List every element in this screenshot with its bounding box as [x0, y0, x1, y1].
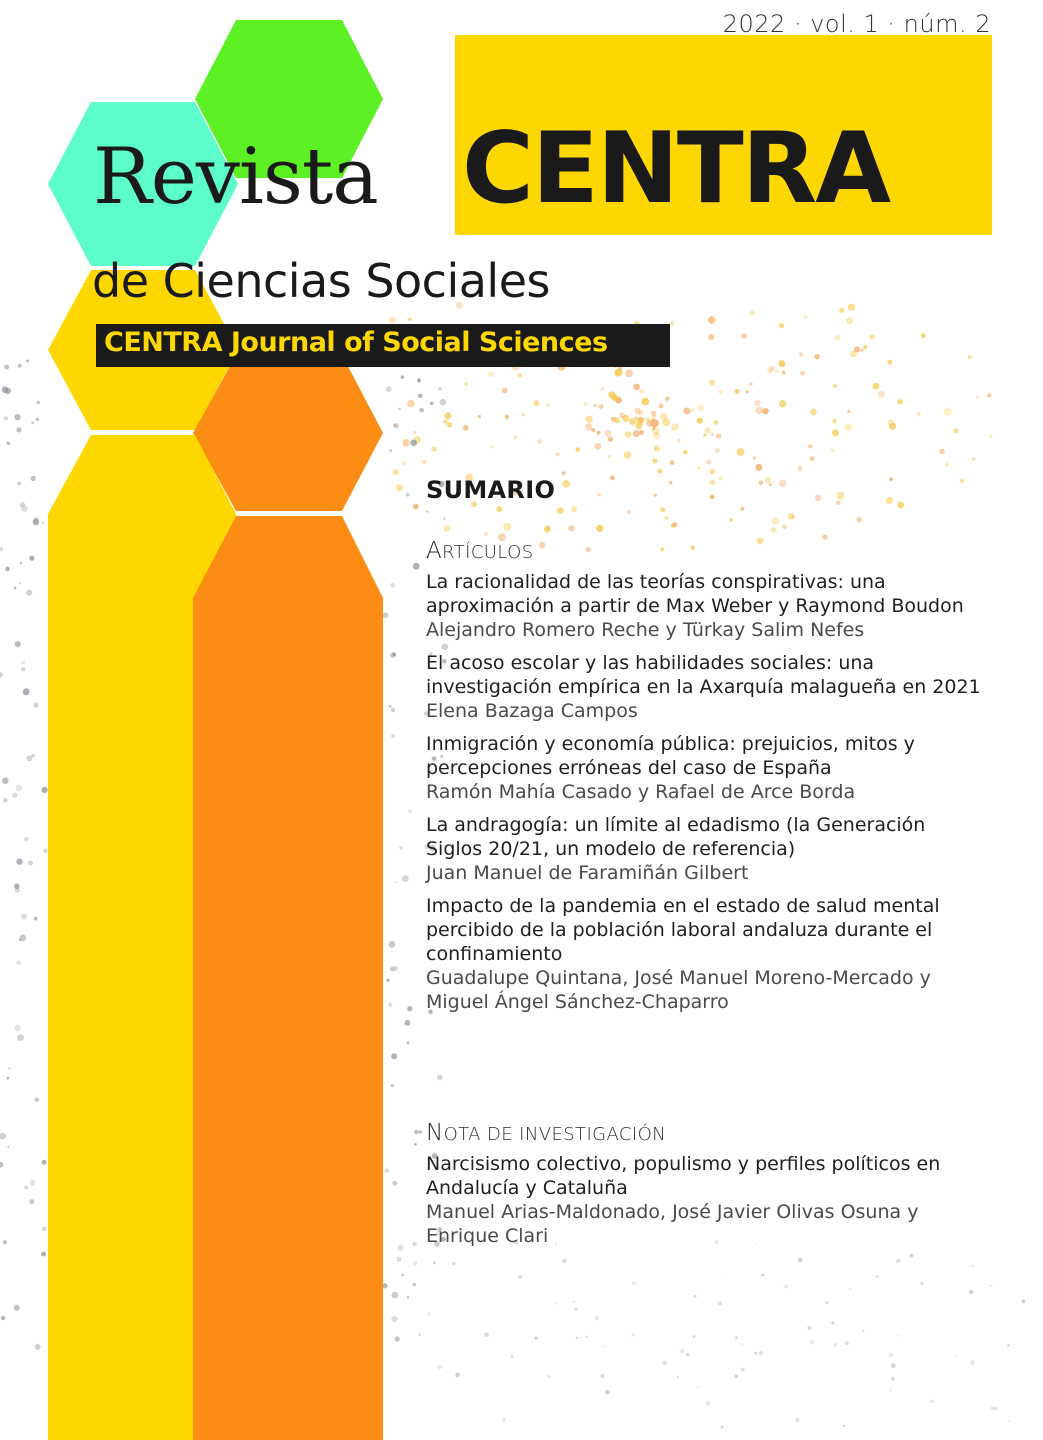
section-nota-investigacion [426, 1120, 986, 1257]
title-centra: CENTRA [462, 112, 890, 226]
article-title: La andragogía: un límite al edadismo (la Generación Siglos 20/21, un modelo de referencia) [426, 814, 926, 860]
subtitle: de Ciencias Sociales [92, 254, 550, 308]
article-title: Impacto de la pandemia en el estado de salud mental percibido de la población laboral andaluza durante el confinamiento [426, 895, 940, 965]
article-item [426, 732, 986, 804]
article-title: Inmigración y economía pública: prejuicios, mitos y percepciones erróneas del caso de España [426, 733, 915, 779]
orange-column [193, 516, 383, 1440]
article-authors: Manuel Arias-Maldonado, José Javier Olivas Osuna y Enrique Clari [426, 1201, 919, 1247]
section-heading [426, 538, 986, 564]
article-item [426, 570, 986, 642]
article-item [426, 894, 986, 1014]
heading-initial: A [426, 538, 443, 564]
article-title: Narcisismo colectivo, populismo y perfiles políticos en Andalucía y Cataluña [426, 1153, 941, 1199]
article-authors: Juan Manuel de Faramiñán Gilbert [426, 862, 749, 884]
article-item [426, 1152, 986, 1248]
issue-info: 2022 · vol. 1 · núm. 2 [722, 10, 991, 38]
article-authors: Alejandro Romero Reche y Türkay Salim Nefes [426, 619, 865, 641]
article-item [426, 651, 986, 723]
article-title: La racionalidad de las teorías conspirativas: una aproximación a partir de Max Weber y Raymond Boudon [426, 571, 964, 617]
article-authors: Ramón Mahía Casado y Rafael de Arce Borda [426, 781, 856, 803]
article-title: El acoso escolar y las habilidades sociales: una investigación empírica en la Axarquía malagueña en 2021 [426, 652, 981, 698]
journal-english-title: CENTRA Journal of Social Sciences [104, 327, 608, 358]
article-authors: Elena Bazaga Campos [426, 700, 638, 722]
title-revista: Revista [93, 132, 378, 222]
section-heading [426, 1120, 986, 1146]
article-authors: Guadalupe Quintana, José Manuel Moreno-Mercado y Miguel Ángel Sánchez-Chaparro [426, 967, 931, 1013]
section-articulos [426, 538, 986, 1023]
sumario-heading: SUMARIO [426, 476, 556, 504]
article-item [426, 813, 986, 885]
heading-rest: OTA DE INVESTIGACIÓN [443, 1124, 667, 1145]
heading-initial: N [426, 1120, 444, 1146]
heading-rest: RTÍCULOS [442, 542, 534, 563]
